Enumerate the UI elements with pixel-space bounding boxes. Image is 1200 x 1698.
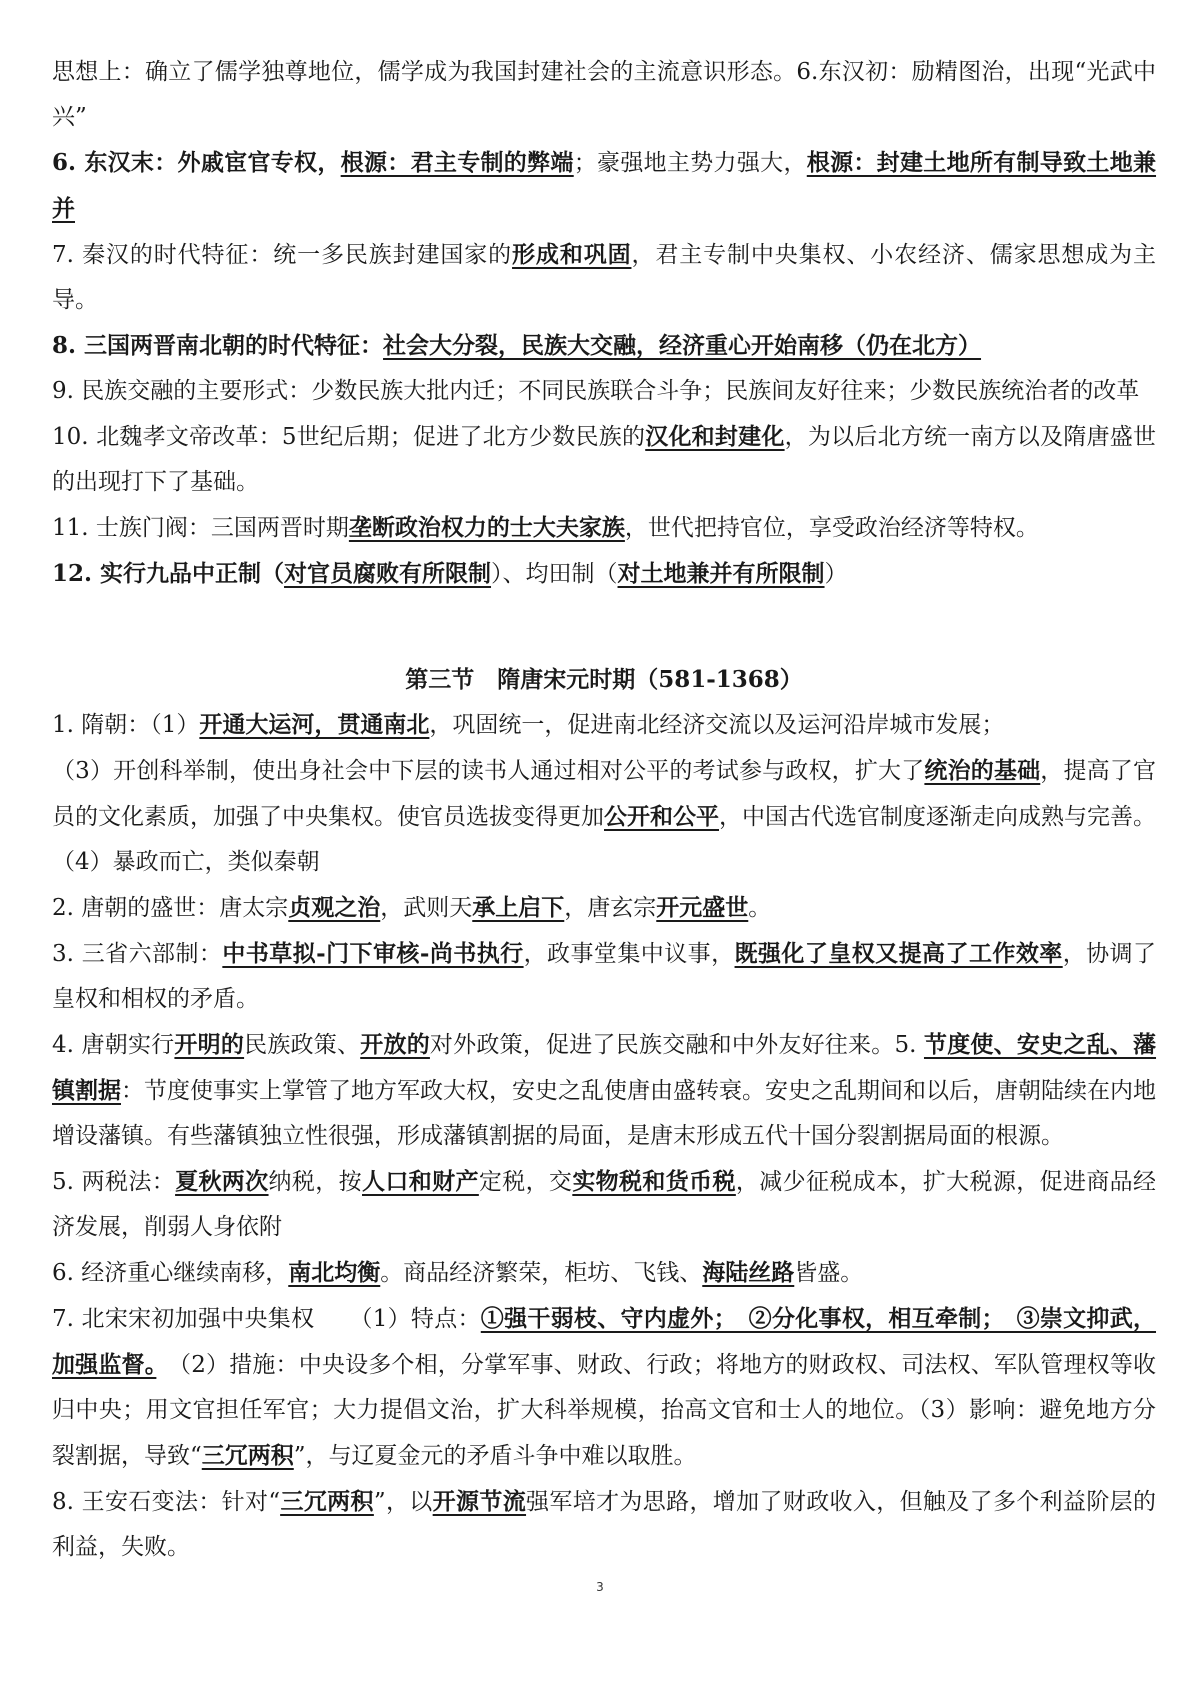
key-point: 社会大分裂，民族大交融，经济重心开始南移（仍在北方） (383, 332, 982, 359)
key-point: 三冗两积 (280, 1488, 374, 1515)
paragraph (52, 323, 1156, 369)
text-run: 思想上：确立了儒学独尊地位，儒学成为我国封建社会的主流意识形态。6.东汉初：励精图治，出现“光武中兴” (52, 59, 1156, 130)
text-run: ，减少征税成本，扩大税源，促进商品经济发展，削弱人身依附 (52, 1169, 1157, 1240)
text-run: （3）开创科举制，使出身社会中下层的读书人通过相对公平的考试参与政权，扩大了 (52, 758, 925, 784)
key-point: ①强干弱枝、守内虚外； ②分化事权，相互牵制； ③崇文抑武，加强监督。 (52, 1305, 1157, 1378)
paragraph (52, 1479, 1156, 1570)
key-point: 根源：君主专制的弊端 (340, 149, 574, 176)
text-run: 。 (748, 895, 772, 921)
key-point: 统治的基础 (924, 757, 1041, 784)
text-run: 纳税，按 (268, 1169, 363, 1195)
text-run: ：节度使事实上掌管了地方军政大权，安史之乱使唐由盛转衰。安史之乱期间和以后，唐朝陆续在内地增设藩镇。有些藩镇独立性很强，形成藩镇割据的局面，是唐末形成五代十国分裂割据局面的根源。 (52, 1078, 1156, 1149)
paragraph (52, 840, 1156, 885)
key-point: 贞观之治 (288, 894, 381, 921)
text-run: ，武则天 (380, 895, 473, 921)
text-run: 10. 北魏孝文帝改革：5世纪后期；促进了北方少数民族的 (52, 424, 646, 450)
key-point: 海陆丝路 (702, 1259, 795, 1286)
text-run: 6. 东汉末：外戚宦官专权， (52, 149, 341, 176)
key-point: 夏秋两次 (175, 1168, 269, 1195)
key-point: 承上启下 (472, 894, 565, 921)
text-run: 民族政策、 (244, 1032, 361, 1058)
key-point: 形成和巩固 (512, 241, 632, 268)
text-run: 3. 三省六部制： (52, 941, 223, 967)
paragraph-group-2 (52, 702, 1156, 1570)
key-point: 三冗两积 (201, 1442, 294, 1469)
text-run: 7. 秦汉的时代特征：统一多民族封建国家的 (52, 242, 513, 268)
text-run: 皆盛。 (794, 1260, 864, 1286)
text-run: ，唐玄宗 (564, 895, 657, 921)
key-point: 实物税和货币税 (572, 1168, 736, 1195)
paragraph (52, 551, 1156, 597)
key-point: 开明的 (174, 1031, 245, 1058)
text-run: 12. 实行九品中正制（ (52, 560, 285, 587)
document-body (52, 50, 1156, 1570)
text-run: 定税，交 (478, 1169, 573, 1195)
paragraph (52, 702, 1156, 748)
paragraph (52, 1159, 1156, 1250)
key-point: 公开和公平 (604, 803, 719, 830)
paragraph (52, 414, 1156, 505)
key-point: 开元盛世 (656, 894, 749, 921)
text-run: （2）措施：中央设多个相，分掌军事、财政、行政；将地方的财政权、司法权、军队管理权等收归中央；用文官担任军官；大力提倡文治，扩大科举规模，抬高文官和士人的地位。（3）影响：避免地方分裂割据，导致“ (52, 1352, 1156, 1469)
spacer (52, 597, 1156, 657)
text-run: ） (824, 561, 848, 587)
page-number: 3 (596, 1580, 604, 1594)
text-run: 7. 北宋宋初加强中央集权 （1）特点： (52, 1306, 481, 1332)
text-run: ，提高了官员的文化素质，加强了中央集权。使官员选拔变得更加 (52, 758, 1157, 830)
key-point: 中书草拟-门下审核-尚书执行 (222, 940, 524, 967)
text-run: 4. 唐朝实行 (52, 1032, 175, 1058)
text-run: 。商品经济繁荣，柜坊、飞钱、 (380, 1260, 703, 1286)
key-point: 对土地兼并有所限制 (617, 560, 825, 587)
text-run: （4）暴政而亡，类似秦朝 (52, 849, 320, 875)
key-point: 开放的 (360, 1031, 430, 1058)
key-point: 开通大运河，贯通南北 (199, 711, 430, 738)
text-run: 对外政策，促进了民族交融和中外友好往来。5. (429, 1032, 924, 1058)
text-run: 5. 两税法： (52, 1169, 176, 1195)
text-run: ，为以后北方统一南方以及隋唐盛世的出现打下了基础。 (52, 424, 1157, 495)
key-point: 人口和财产 (362, 1168, 479, 1195)
text-run: ；豪强地主势力强大， (573, 150, 807, 176)
paragraph (52, 50, 1156, 140)
paragraph (52, 505, 1156, 551)
text-run: 强军培才为思路，增加了财政收入，但触及了多个利益阶层的利益，失败。 (52, 1489, 1157, 1560)
paragraph (52, 885, 1156, 931)
paragraph (52, 748, 1156, 840)
text-run: ”，与辽夏金元的矛盾斗争中难以取胜。 (293, 1443, 697, 1469)
text-run: 11. 士族门阀：三国两晋时期 (52, 515, 349, 541)
key-point: 对官员腐败有所限制 (284, 560, 492, 587)
paragraph (52, 1296, 1156, 1479)
key-point: 垄断政治权力的士大夫家族 (348, 514, 625, 541)
paragraph (52, 1250, 1156, 1296)
text-run: 6. 经济重心继续南移， (52, 1260, 289, 1286)
text-run: 8. 三国两晋南北朝的时代特征： (52, 332, 384, 359)
paragraph (52, 232, 1156, 323)
section-heading: 第三节 隋唐宋元时期（581-1368） (405, 666, 803, 693)
text-run: ，协调了皇权和相权的矛盾。 (52, 941, 1157, 1012)
text-run: 8. 王安石变法：针对“ (52, 1489, 281, 1515)
text-run: ，政事堂集中议事， (523, 941, 735, 967)
key-point: 南北均衡 (288, 1259, 381, 1286)
text-run: ，君主专制中央集权、小农经济、儒家思想成为主导。 (52, 242, 1157, 313)
paragraph (52, 140, 1156, 232)
key-point: 汉化和封建化 (645, 423, 785, 450)
key-point: 节度使、安史之乱、藩镇割据 (52, 1031, 1157, 1104)
paragraph (52, 1022, 1156, 1159)
paragraph-group-1 (52, 50, 1156, 597)
paragraph (52, 369, 1156, 414)
key-point: 既强化了皇权又提高了工作效率 (734, 940, 1063, 967)
text-run: ”，以 (373, 1489, 433, 1515)
text-run: ，中国古代选官制度逐渐走向成熟与完善。 (719, 804, 1156, 830)
key-point: 根源：封建土地所有制导致土地兼并 (52, 149, 1157, 222)
text-run: 2. 唐朝的盛世：唐太宗 (52, 895, 289, 921)
paragraph (52, 931, 1156, 1022)
key-point: 开源节流 (432, 1488, 527, 1515)
text-run: 9. 民族交融的主要形式：少数民族大批内迁；不同民族联合斗争；民族间友好往来；少数民族统治者的改革 (52, 378, 1140, 404)
text-run: ，世代把持官位，享受政治经济等特权。 (624, 515, 1039, 541)
text-run: ，巩固统一，促进南北经济交流以及运河沿岸城市发展； (429, 712, 1005, 738)
text-run: ）、均田制（ (491, 561, 618, 587)
text-run: 1. 隋朝：（1） (52, 712, 200, 738)
